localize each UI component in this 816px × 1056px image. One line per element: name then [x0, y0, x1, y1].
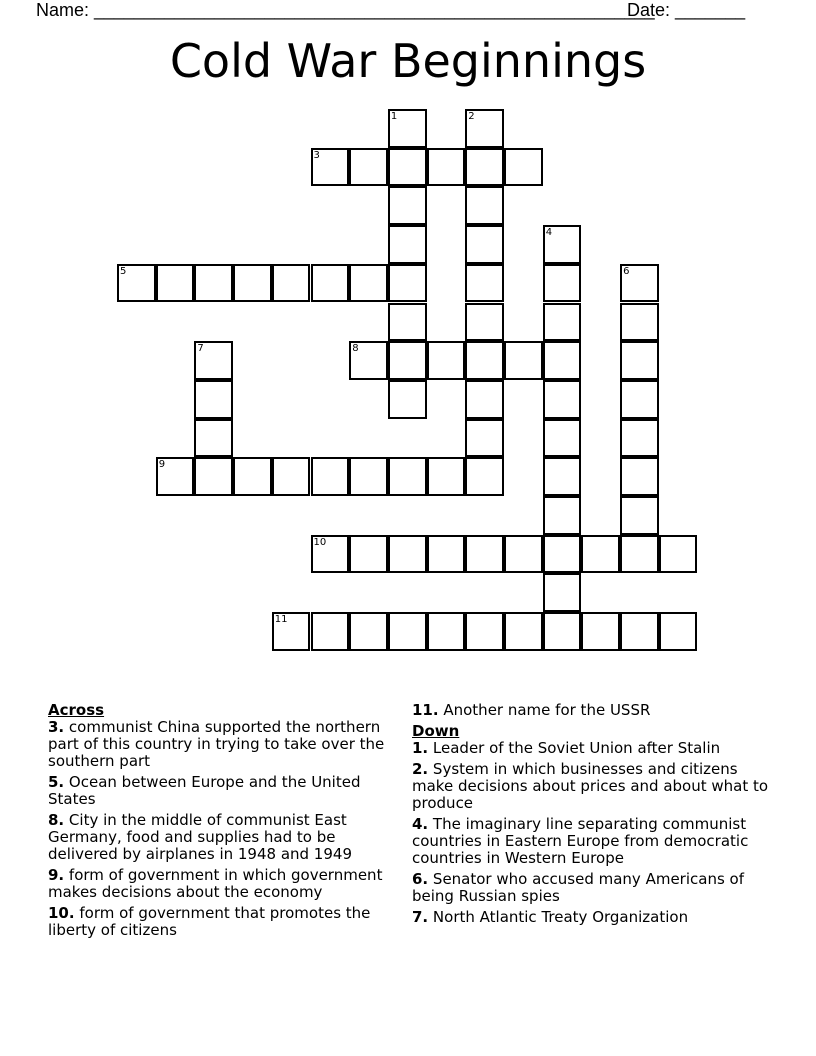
clue-num: 5.	[48, 773, 65, 791]
grid-cell[interactable]	[311, 457, 350, 496]
clue-item	[412, 871, 772, 905]
grid-cell[interactable]	[465, 341, 504, 380]
grid-cell[interactable]	[156, 457, 195, 496]
clue-number: 2	[468, 111, 475, 122]
clue-item	[48, 774, 400, 808]
grid-cell[interactable]	[388, 225, 427, 264]
grid-cell[interactable]	[465, 535, 504, 574]
grid-cell[interactable]	[349, 457, 388, 496]
clue-num: 8.	[48, 811, 65, 829]
grid-cell[interactable]	[543, 419, 582, 458]
clue-text: The imaginary line separating communist countries in Eastern Europe from democratic countries in Western Europe	[412, 815, 749, 867]
grid-cell[interactable]	[543, 457, 582, 496]
grid-cell[interactable]	[543, 303, 582, 342]
grid-cell[interactable]	[581, 535, 620, 574]
grid-cell[interactable]	[504, 535, 543, 574]
grid-cell[interactable]	[388, 303, 427, 342]
clue-item	[48, 719, 400, 770]
grid-cell[interactable]	[272, 612, 311, 651]
grid-cell[interactable]	[349, 612, 388, 651]
grid-cell[interactable]	[233, 264, 272, 303]
across-heading: Across	[48, 701, 105, 719]
grid-cell[interactable]	[117, 264, 156, 303]
grid-cell[interactable]	[427, 535, 466, 574]
clue-item	[48, 812, 400, 863]
clue-num: 2.	[412, 760, 429, 778]
clue-text: Senator who accused many Americans of being Russian spies	[412, 870, 744, 905]
clue-item	[412, 816, 772, 867]
grid-cell[interactable]	[194, 341, 233, 380]
date-field: Date: _______	[627, 0, 746, 20]
clue-text: form of government in which government makes decisions about the economy	[48, 866, 383, 901]
grid-cell[interactable]	[311, 264, 350, 303]
grid-cell[interactable]	[233, 457, 272, 496]
grid-cell[interactable]	[620, 457, 659, 496]
grid-cell[interactable]	[465, 303, 504, 342]
grid-cell[interactable]	[311, 148, 350, 187]
clue-item	[48, 905, 400, 939]
grid-cell[interactable]	[465, 457, 504, 496]
clue-num: 4.	[412, 815, 429, 833]
clue-text: System in which businesses and citizens make decisions about prices and about what to produce	[412, 760, 769, 812]
grid-cell[interactable]	[388, 380, 427, 419]
clue-num: 1.	[412, 739, 429, 757]
grid-cell[interactable]	[504, 148, 543, 187]
grid-cell[interactable]	[388, 186, 427, 225]
grid-cell[interactable]	[311, 612, 350, 651]
clue-number: 8	[352, 343, 359, 355]
clue-text: form of government that promotes the liberty of citizens	[48, 904, 371, 939]
grid-cell[interactable]	[465, 612, 504, 651]
grid-cell[interactable]	[427, 148, 466, 187]
clue-item	[412, 909, 772, 926]
down-heading: Down	[412, 722, 460, 740]
grid-cell[interactable]	[349, 535, 388, 574]
clue-num: 9.	[48, 866, 65, 884]
clue-text: Leader of the Soviet Union after Stalin	[432, 739, 721, 757]
clue-item	[412, 740, 772, 757]
grid-cell[interactable]	[311, 535, 350, 574]
grid-cell[interactable]	[194, 380, 233, 419]
grid-cell[interactable]	[620, 341, 659, 380]
grid-cell[interactable]	[388, 109, 427, 148]
grid-cell[interactable]	[465, 186, 504, 225]
across-clues	[48, 702, 400, 943]
grid-cell[interactable]	[620, 264, 659, 303]
grid-cell[interactable]	[427, 341, 466, 380]
grid-cell[interactable]	[504, 612, 543, 651]
clue-number: 6	[623, 265, 630, 277]
clue-number: 11	[274, 614, 288, 626]
grid-cell[interactable]	[465, 109, 504, 148]
grid-cell[interactable]	[388, 264, 427, 303]
clue-number: 5	[120, 265, 127, 277]
grid-cell[interactable]	[465, 148, 504, 187]
grid-cell[interactable]	[620, 496, 659, 535]
grid-cell[interactable]	[194, 457, 233, 496]
grid-cell[interactable]	[272, 264, 311, 303]
grid-cell[interactable]	[349, 264, 388, 303]
clue-text: City in the middle of communist East Germany, food and supplies had to be delivered by airplanes in 1948 and 1949	[48, 811, 352, 863]
clue-text: Ocean between Europe and the United States	[48, 773, 361, 808]
clue-text: communist China supported the northern part of this country in trying to take over the southern part	[48, 718, 385, 770]
name-field: Name: ________________________________________________________	[36, 0, 655, 20]
grid-cell[interactable]	[543, 535, 582, 574]
grid-cell[interactable]	[620, 419, 659, 458]
grid-cell[interactable]	[620, 612, 659, 651]
grid-cell[interactable]	[659, 612, 698, 651]
grid-cell[interactable]	[543, 612, 582, 651]
clue-number: 10	[313, 536, 327, 548]
clue-number: 1	[390, 111, 398, 122]
grid-cell[interactable]	[465, 264, 504, 303]
grid-cell[interactable]	[620, 535, 659, 574]
grid-cell[interactable]	[194, 419, 233, 458]
clue-num: 11.	[412, 701, 439, 719]
down-clues	[412, 702, 772, 930]
grid-cell[interactable]	[543, 496, 582, 535]
grid-cell[interactable]	[388, 341, 427, 380]
grid-cell[interactable]	[156, 264, 195, 303]
grid-cell[interactable]	[543, 380, 582, 419]
grid-cell[interactable]	[543, 225, 582, 264]
grid-cell[interactable]	[543, 264, 582, 303]
grid-cell[interactable]	[465, 419, 504, 458]
page-title: Cold War Beginnings	[169, 34, 647, 88]
grid-cell[interactable]	[465, 225, 504, 264]
grid-cell[interactable]	[659, 535, 698, 574]
grid-cell[interactable]	[388, 612, 427, 651]
clue-number: 7	[197, 343, 204, 355]
clue-number: 4	[545, 227, 553, 239]
grid-cell[interactable]	[388, 148, 427, 187]
clue-num: 10.	[48, 904, 75, 922]
clue-item	[48, 867, 400, 901]
grid-cell[interactable]	[349, 341, 388, 380]
clue-text: North Atlantic Treaty Organization	[432, 908, 689, 926]
grid-cell[interactable]	[194, 264, 233, 303]
grid-cell[interactable]	[504, 341, 543, 380]
grid-cell[interactable]	[388, 457, 427, 496]
clue-number: 3	[313, 149, 320, 161]
clue-num: 6.	[412, 870, 429, 888]
clue-text: Another name for the USSR	[443, 701, 651, 719]
clue-num: 7.	[412, 908, 429, 926]
clue-item	[412, 761, 772, 812]
grid-cell[interactable]	[581, 612, 620, 651]
grid-cell[interactable]	[349, 148, 388, 187]
grid-cell[interactable]	[620, 303, 659, 342]
grid-cell[interactable]	[272, 457, 311, 496]
grid-cell[interactable]	[388, 535, 427, 574]
clue-num: 3.	[48, 718, 65, 736]
clue-number: 9	[158, 459, 166, 471]
grid-cell[interactable]	[465, 380, 504, 419]
grid-cell[interactable]	[620, 380, 659, 419]
grid-cell[interactable]	[543, 341, 582, 380]
grid-cell[interactable]	[543, 573, 582, 612]
clue-item	[412, 702, 772, 719]
grid-cell[interactable]	[427, 457, 466, 496]
grid-cell[interactable]	[427, 612, 466, 651]
